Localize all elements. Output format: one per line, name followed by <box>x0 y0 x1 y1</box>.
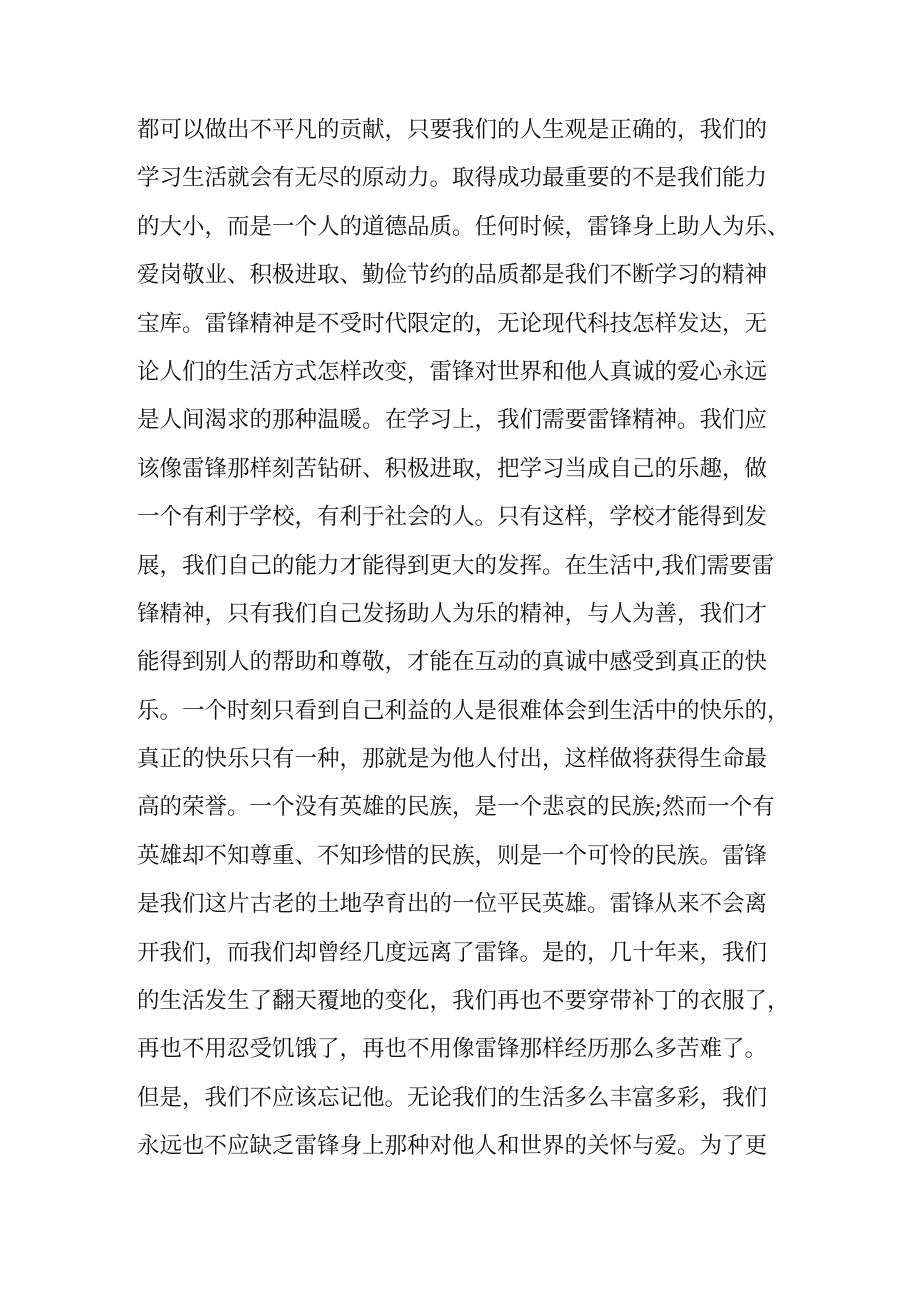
text-line: 锋精神，只有我们自己发扬助人为乐的精神，与人为善，我们才 <box>137 600 768 627</box>
text-line: 宝库。雷锋精神是不受时代限定的，无论现代科技怎样发达，无 <box>137 310 768 337</box>
text-line: 的大小，而是一个人的道德品质。任何时候，雷锋身上助人为乐、 <box>137 213 790 240</box>
text-line: 是我们这片古老的土地孕育出的一位平民英雄。雷锋从来不会离 <box>137 891 768 918</box>
text-line: 英雄却不知尊重、不知珍惜的民族，则是一个可怜的民族。雷锋 <box>137 842 768 869</box>
text-line: 展，我们自己的能力才能得到更大的发挥。在生活中,我们需要雷 <box>137 552 775 579</box>
text-line: 再也不用忍受饥饿了，再也不用像雷锋那样经历那么多苦难了。 <box>137 1036 768 1063</box>
text-line: 的生活发生了翻天覆地的变化，我们再也不要穿带补丁的衣服了， <box>137 988 790 1015</box>
text-line: 学习生活就会有无尽的原动力。取得成功最重要的不是我们能力 <box>137 165 768 192</box>
text-line: 开我们，而我们却曾经几度远离了雷锋。是的，几十年来，我们 <box>137 939 768 966</box>
text-line: 高的荣誉。一个没有英雄的民族，是一个悲哀的民族;然而一个有 <box>137 794 775 821</box>
body-text <box>137 106 797 1171</box>
text-line: 论人们的生活方式怎样改变，雷锋对世界和他人真诚的爱心永远 <box>137 358 768 385</box>
text-line: 都可以做出不平凡的贡献，只要我们的人生观是正确的，我们的 <box>137 117 768 143</box>
text-line: 能得到别人的帮助和尊敬，才能在互动的真诚中感受到真正的快 <box>137 649 768 676</box>
text-line: 永远也不应缺乏雷锋身上那种对他人和世界的关怀与爱。为了更 <box>137 1133 768 1160</box>
text-line: 该像雷锋那样刻苦钻研、积极进取，把学习当成自己的乐趣，做 <box>137 455 768 482</box>
text-line: 爱岗敬业、积极进取、勤俭节约的品质都是我们不断学习的精神 <box>137 262 768 289</box>
text-line: 乐。一个时刻只看到自己利益的人是很难体会到生活中的快乐的， <box>137 697 790 724</box>
text-line: 真正的快乐只有一种，那就是为他人付出，这样做将获得生命最 <box>137 746 768 773</box>
text-line: 但是，我们不应该忘记他。无论我们的生活多么丰富多彩，我们 <box>137 1084 768 1111</box>
text-line: 一个有利于学校，有利于社会的人。只有这样，学校才能得到发 <box>137 504 768 531</box>
text-line: 是人间渴求的那种温暖。在学习上，我们需要雷锋精神。我们应 <box>137 407 768 434</box>
